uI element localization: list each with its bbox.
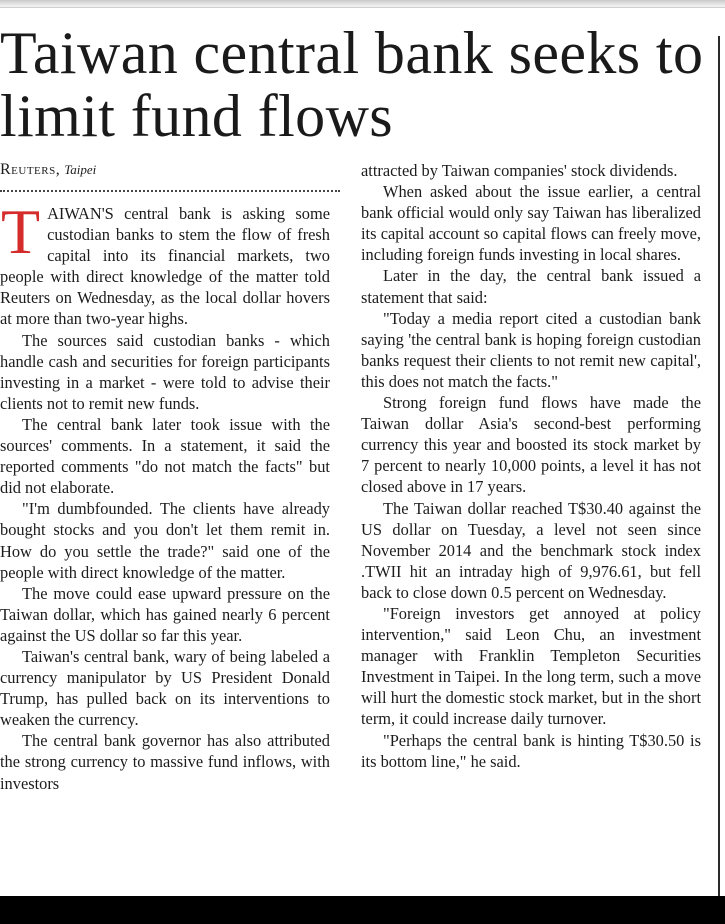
article-column-2 <box>361 160 701 772</box>
paragraph: "Foreign investors get annoyed at policy intervention," said Leon Chu, an investment manager with Franklin Templeton Securities Investment in Taipei. In the long term, such a move will hurt the domestic stock market, but in the short term, it could increase daily turnover. <box>361 603 701 729</box>
byline-city: Taipei <box>64 162 97 177</box>
byline-dotted-rule <box>0 190 340 192</box>
paragraph: The Taiwan dollar reached T$30.40 against the US dollar on Tuesday, a level not seen since November 2014 and the benchmark stock index .TWII hit an intraday high of 9,976.61, but fell back to close down 0.5 percent on Wednesday. <box>361 498 701 602</box>
top-page-edge <box>0 0 725 8</box>
byline <box>0 160 96 180</box>
lead-paragraph <box>0 196 330 330</box>
lead-text: AIWAN'S central bank is asking some custodian banks to stem the flow of fresh capital into its financial markets, two people with direct knowledge of the matter told Reuters on Wednesday, as the local dollar hovers at more than two-year highs. <box>0 204 330 329</box>
paragraph: The sources said custodian banks - which handle cash and securities for foreign participants investing in a market - were told to advise their clients not to remit new funds. <box>0 330 330 413</box>
paragraph-continuation: attracted by Taiwan companies' stock dividends. <box>361 161 678 180</box>
headline: Taiwan central bank seeks to limit fund flows <box>0 20 704 149</box>
paragraph: The central bank governor has also attributed the strong currency to massive fund inflows, with investors <box>0 731 330 793</box>
paragraph: When asked about the issue earlier, a central bank official would only say Taiwan has liberalized its capital account so capital flows can freely move, including foreign funds investing in local shares. <box>361 182 701 265</box>
bottom-black-bar <box>0 896 725 924</box>
article-column-1 <box>0 196 330 794</box>
paragraph: Taiwan's central bank, wary of being labeled a currency manipulator by US President Donald Trump, has pulled back on its interventions to weaken the currency. <box>0 646 330 730</box>
paragraph: Later in the day, the central bank issued a statement that said: <box>361 266 701 307</box>
paragraph: "Perhaps the central bank is hinting T$30.50 is its bottom line," he said. <box>361 730 701 771</box>
paragraph: Strong foreign fund flows have made the Taiwan dollar Asia's second-best performing currency this year and boosted its stock market by 7 percent to nearly 10,000 points, a level it has not closed above in 17 years. <box>361 393 701 497</box>
column-rule-right <box>718 36 720 896</box>
paragraph: "Today a media report cited a custodian bank saying 'the central bank is hoping foreign custodian banks request their clients to not remit new capital', this does not match the facts." <box>361 308 701 391</box>
byline-agency: Reuters, <box>0 161 61 178</box>
paragraph: The central bank later took issue with the sources' comments. In a statement, it said the reported comments "do not match the facts" but did not elaborate. <box>0 414 330 498</box>
drop-cap: T <box>1 196 41 267</box>
paragraph: "I'm dumbfounded. The clients have already bought stocks and you don't let them remit in. How do you settle the trade?" said one of the people with direct knowledge of the matter. <box>0 499 330 582</box>
paragraph: The move could ease upward pressure on the Taiwan dollar, which has gained nearly 6 percent against the US dollar so far this year. <box>0 583 330 645</box>
